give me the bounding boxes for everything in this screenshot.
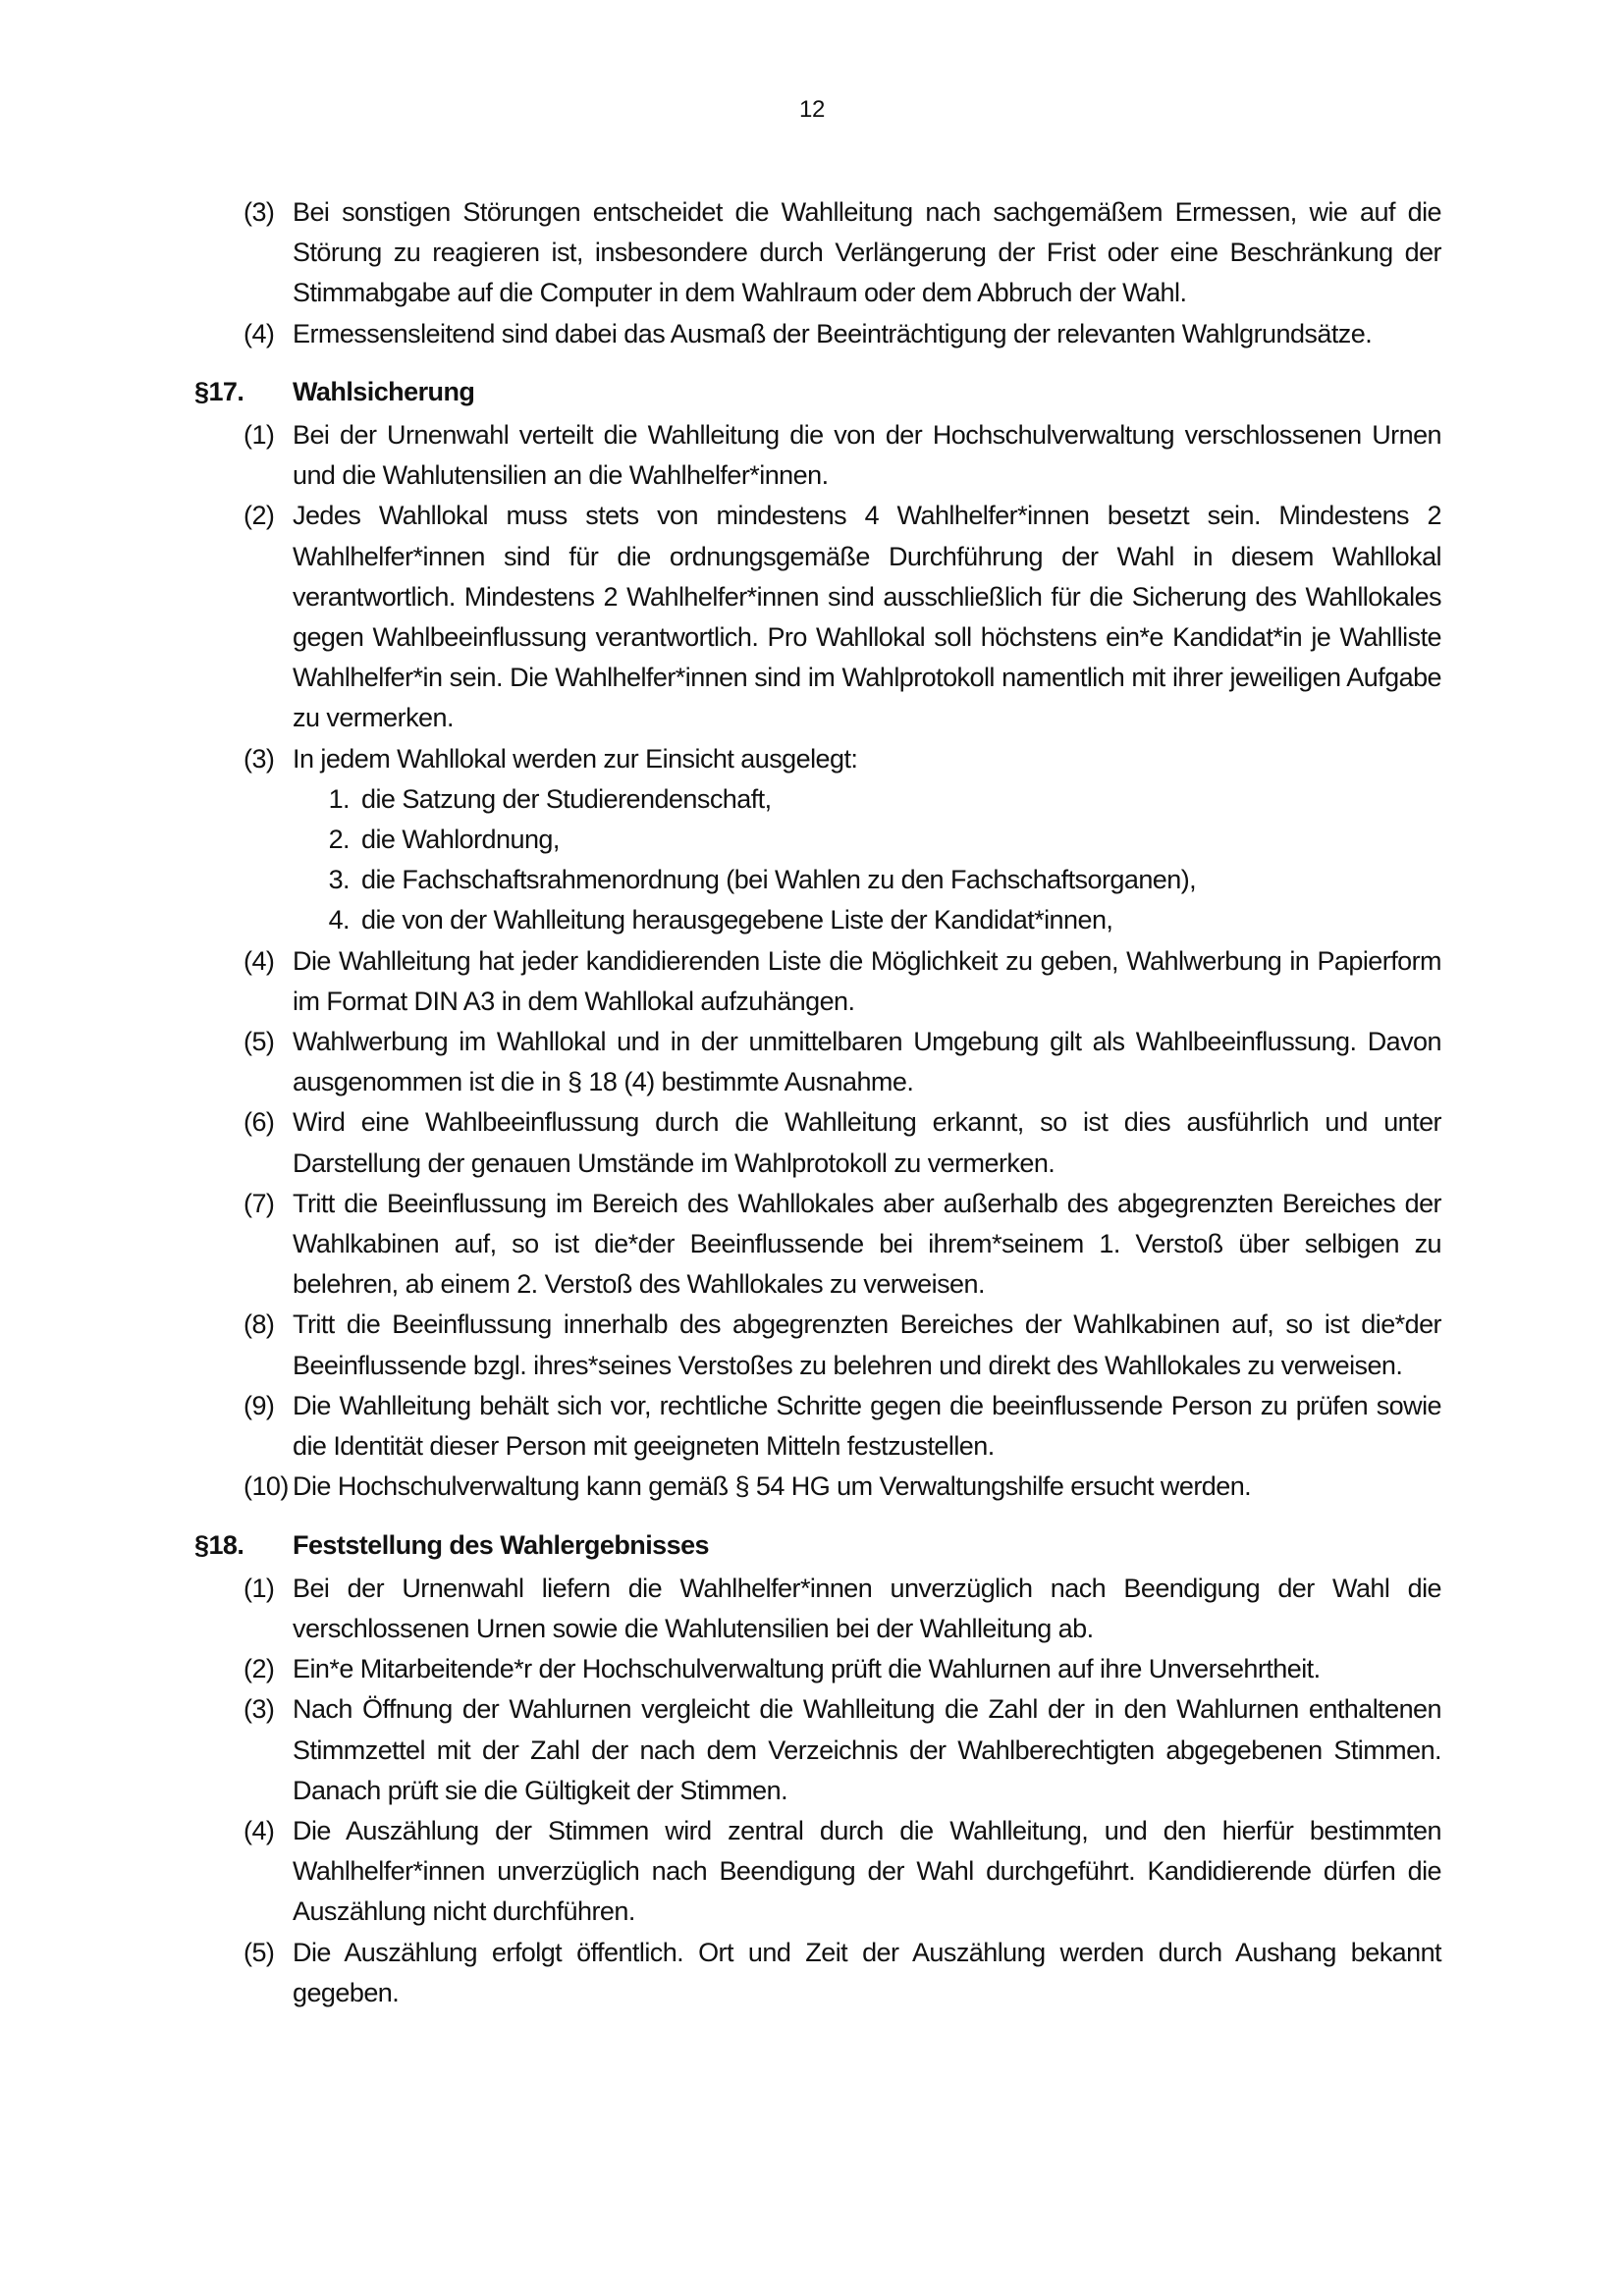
paragraph-number: (3) — [244, 743, 275, 774]
paragraph-number: (10) — [244, 1471, 289, 1502]
paragraph-text: In jedem Wahllokal werden zur Einsicht ausgelegt: — [293, 743, 858, 774]
paragraph-text: Tritt die Beeinflussung im Bereich des Wahllokales aber außerhalb des abgegrenzten Bereiches der Wahlkabinen auf, so ist die*der Beeinflussende bei ihrem*seinem 1. Verstoß über selbigen zu belehren, ab einem 2. Verstoß des Wahllokales zu verweisen. — [293, 1188, 1441, 1300]
list-item — [194, 900, 1441, 940]
paragraph-number: (2) — [244, 501, 275, 531]
list-item — [194, 820, 1441, 860]
list-item-number: 1. — [328, 783, 350, 814]
paragraph-number: (6) — [244, 1107, 275, 1138]
paragraph-text: Wird eine Wahlbeeinflussung durch die Wahlleitung erkannt, so ist dies ausführlich und unter Darstellung der genauen Umstände im Wahlprotokoll zu vermerken. — [293, 1107, 1441, 1178]
section-title: Feststellung des Wahlergebnisses — [293, 1529, 710, 1560]
paragraph-text: Die Auszählung der Stimmen wird zentral durch die Wahlleitung, und den hierfür bestimmten Wahlhelfer*innen unverzüglich nach Beendigung der Wahl durchgeführt. Kandidierende dürfen die Auszählung nicht durchführen. — [293, 1815, 1441, 1927]
section-heading-18 — [194, 1525, 1441, 1566]
paragraph-17-5 — [194, 1022, 1441, 1102]
paragraph-text: Jedes Wahllokal muss stets von mindestens 4 Wahlhelfer*innen besetzt sein. Mindestens 2 Wahlhelfer*innen sind für die ordnungsgemäße Durchführung der Wahl in diesem Wahllokal verantwortlich. Mindestens 2 Wahlhelfer*innen sind ausschließlich für die Sicherung des Wahllokales gegen Wahlbeeinflussung verantwortlich. Pro Wahllokal soll höchstens ein*e Kandidat*in je Wahlliste Wahlhelfer*in sein. Die Wahlhelfer*innen sind im Wahlprotokoll namentlich mit ihrer jeweiligen Aufgabe zu vermerken. — [293, 501, 1441, 733]
paragraph-text: Ermessensleitend sind dabei das Ausmaß der Beeinträchtigung der relevanten Wahlgrundsätze. — [293, 318, 1373, 348]
paragraph-number: (4) — [244, 318, 275, 348]
paragraph-text: Bei der Urnenwahl liefern die Wahlhelfer*innen unverzüglich nach Beendigung der Wahl die verschlossenen Urnen sowie die Wahlutensilien bei der Wahlleitung ab. — [293, 1573, 1441, 1643]
list-item-number: 2. — [328, 825, 350, 855]
paragraph-17-9 — [194, 1386, 1441, 1467]
section-heading-17 — [194, 372, 1441, 412]
paragraph-16-3 — [194, 192, 1441, 314]
paragraph-number: (2) — [244, 1654, 275, 1684]
paragraph-17-4 — [194, 941, 1441, 1022]
paragraph-text: Die Wahlleitung behält sich vor, rechtliche Schritte gegen die beeinflussende Person zu prüfen sowie die Identität dieser Person mit geeigneten Mitteln festzustellen. — [293, 1390, 1441, 1462]
paragraph-16-4 — [194, 314, 1441, 354]
list-item — [194, 779, 1441, 820]
list-item-number: 4. — [328, 905, 350, 935]
paragraph-17-2 — [194, 496, 1441, 738]
paragraph-18-4 — [194, 1811, 1441, 1933]
list-item-text: die Wahlordnung, — [361, 825, 560, 855]
paragraph-text: Die Hochschulverwaltung kann gemäß § 54 HG um Verwaltungshilfe ersucht werden. — [293, 1471, 1252, 1502]
paragraph-text: Ein*e Mitarbeitende*r der Hochschulverwaltung prüft die Wahlurnen auf ihre Unversehrtheit. — [293, 1654, 1321, 1684]
paragraph-17-7 — [194, 1184, 1441, 1306]
paragraph-text: Bei der Urnenwahl verteilt die Wahlleitung die von der Hochschulverwaltung verschlossenen Urnen und die Wahlutensilien an die Wahlhelfer*innen. — [293, 420, 1441, 491]
list-item — [194, 860, 1441, 900]
section-title: Wahlsicherung — [293, 376, 475, 406]
paragraph-text: Die Wahlleitung hat jeder kandidierenden Liste die Möglichkeit zu geben, Wahlwerbung in Papierform im Format DIN A3 in dem Wahllokal aufzuhängen. — [293, 945, 1441, 1016]
paragraph-text: Die Auszählung erfolgt öffentlich. Ort und Zeit der Auszählung werden durch Aushang bekannt gegeben. — [293, 1937, 1441, 2007]
list-item-text: die von der Wahlleitung herausgegebene Liste der Kandidat*innen, — [361, 905, 1113, 935]
paragraph-text: Bei sonstigen Störungen entscheidet die Wahlleitung nach sachgemäßem Ermessen, wie auf die Störung zu reagieren ist, insbesondere durch Verlängerung der Frist oder eine Beschränkung der Stimmabgabe auf die Computer in dem Wahlraum oder dem Abbruch der Wahl. — [293, 197, 1441, 308]
paragraph-number: (5) — [244, 1027, 275, 1057]
section-number: §17. — [194, 376, 244, 406]
paragraph-17-10 — [194, 1467, 1441, 1507]
paragraph-number: (3) — [244, 197, 275, 227]
list-item-text: die Fachschaftsrahmenordnung (bei Wahlen zu den Fachschaftsorganen), — [361, 865, 1197, 895]
paragraph-number: (9) — [244, 1390, 275, 1420]
paragraph-17-3 — [194, 739, 1441, 779]
page-content — [194, 192, 1441, 2013]
paragraph-18-3 — [194, 1689, 1441, 1811]
paragraph-number: (1) — [244, 1573, 275, 1603]
paragraph-17-8 — [194, 1305, 1441, 1385]
paragraph-18-2 — [194, 1649, 1441, 1689]
paragraph-17-6 — [194, 1102, 1441, 1183]
paragraph-18-5 — [194, 1933, 1441, 2013]
paragraph-number: (4) — [244, 945, 275, 976]
paragraph-18-1 — [194, 1569, 1441, 1649]
paragraph-number: (1) — [244, 420, 275, 451]
paragraph-text: Wahlwerbung im Wahllokal und in der unmittelbaren Umgebung gilt als Wahlbeeinflussung. Davon ausgenommen ist die in § 18 (4) bestimmte Ausnahme. — [293, 1027, 1441, 1097]
paragraph-number: (8) — [244, 1309, 275, 1340]
paragraph-text: Tritt die Beeinflussung innerhalb des abgegrenzten Bereiches der Wahlkabinen auf, so ist die*der Beeinflussende bzgl. ihres*seines Verstoßes zu belehren und direkt des Wahllokales zu verweisen. — [293, 1309, 1441, 1380]
section-number: §18. — [194, 1529, 244, 1560]
paragraph-number: (5) — [244, 1937, 275, 1967]
list-item-text: die Satzung der Studierendenschaft, — [361, 783, 772, 814]
paragraph-text: Nach Öffnung der Wahlurnen vergleicht die Wahlleitung die Zahl der in den Wahlurnen enthaltenen Stimmzettel mit der Zahl der nach dem Verzeichnis der Wahlberechtigten abgegebenen Stimmen. Danach prüft sie die Gültigkeit der Stimmen. — [293, 1694, 1441, 1805]
list-item-number: 3. — [328, 865, 350, 895]
page-number: 12 — [798, 96, 826, 123]
paragraph-number: (3) — [244, 1694, 275, 1725]
paragraph-number: (7) — [244, 1188, 275, 1218]
paragraph-17-1 — [194, 415, 1441, 496]
paragraph-number: (4) — [244, 1815, 275, 1845]
